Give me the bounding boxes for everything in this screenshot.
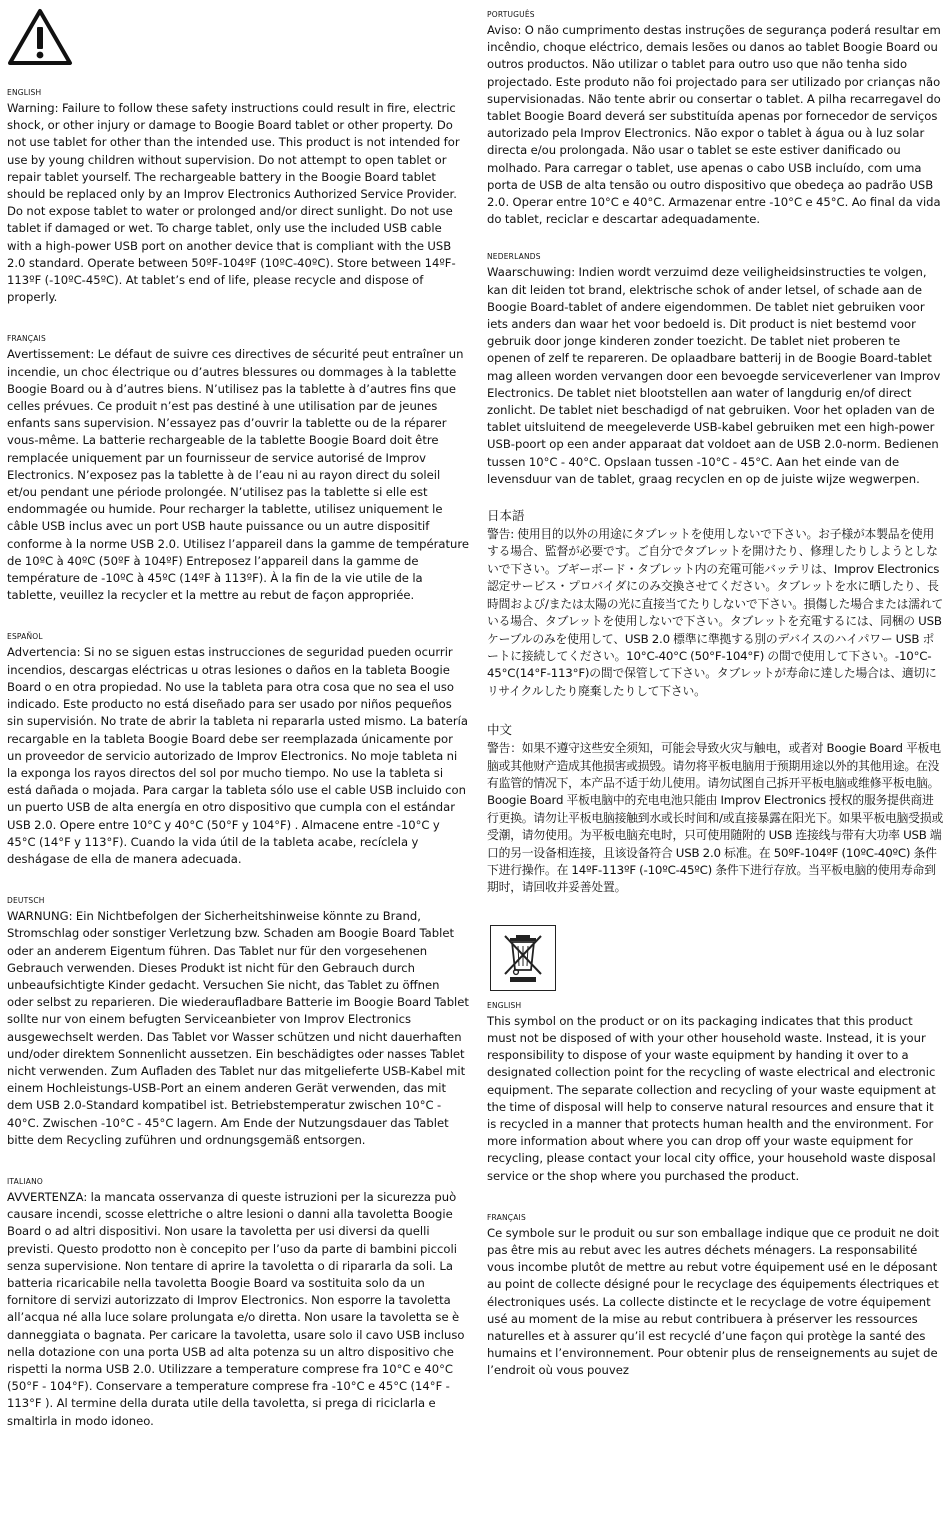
safety-italiano bbox=[7, 1177, 469, 1430]
safety-english bbox=[7, 88, 469, 306]
weee-symbol-box bbox=[490, 925, 556, 991]
safety-deutsch bbox=[7, 896, 469, 1149]
safety-nederlands bbox=[487, 252, 945, 488]
crossed-out-wheelie-bin-icon bbox=[501, 932, 545, 984]
disposal-text: This symbol on the product or on its packaging indicates that this product must not be disposed of with your other household waste. Instead, it is your responsibility to dispose of your waste equipment by handing it over to a designated collection point for the recycling of waste electrical and electronic equipment. The separate collection and recycling of your waste equipment at the time of disposal will help to conserve natural resources and ensure that it is recycled in a manner that protects human health and the environment. For more information about where you can drop off your waste equipment for recycling, please contact your local city office, your household waste disposal service or the shop where you purchased the product. bbox=[487, 1013, 936, 1183]
language-heading: FRANÇAIS bbox=[7, 334, 46, 344]
language-heading: ITALIANO bbox=[7, 1176, 43, 1186]
disposal-francais bbox=[487, 1213, 945, 1380]
left-column bbox=[7, 0, 469, 1430]
safety-francais bbox=[7, 334, 469, 604]
safety-japanese bbox=[487, 508, 945, 700]
safety-text: Waarschuwing: Indien wordt verzuimd deze veiligheidsinstructies te volgen, kan dit leiden tot brand, elektrische schok of ander letsel, of schade aan de Boogie Board-tablet of andere eigendommen. De tablet niet gebruiken voor iets anders dan waar het voor bedoeld is. Dit product is niet bestemd voor gebruik door jonge kinderen zonder toezicht. De tablet niet proberen te openen of zelf te repareren. De oplaadbare batterij in de Boogie Board-tablet mag alleen worden vervangen door een bevoegde serviceverlener van Improv Electronics. De tablet niet blootstellen aan water of langdurig en/of direct zonlicht. De tablet niet beschadigd of nat gebruiken. Voor het opladen van de tablet uitsluitend de meegeleverde USB-kabel gebruiken met een high-power USB-poort op een ander apparaat dat voldoet aan de USB 2.0-norm. Bedienen tussen 10°C - 40°C. Opslaan tussen -10°C - 45°C. Aan het einde van de levensduur van de tablet, graag recyclen en op de juiste wijze wegwerpen. bbox=[487, 265, 941, 486]
language-heading: ENGLISH bbox=[7, 88, 42, 97]
safety-espanol bbox=[7, 632, 469, 868]
warning-triangle-icon bbox=[7, 8, 73, 66]
disposal-english bbox=[487, 1001, 945, 1185]
safety-text: AVVERTENZA: la mancata osservanza di queste istruzioni per la sicurezza può causare incendi, scosse elettriche o altre lesioni o danni alla tavoletta Boogie Board o ad altri dispositivi. Non usare la tavoletta per usi diversi da quelli previsti. Questo prodotto non è concepito per l’uso da parte di bambini piccoli senza supervisione. Non tentare di aprire la tavoletta o di ripararla da soli. La batteria ricaricabile nella tavoletta Boogie Board va sostituita solo da un fornitore di servizi autorizzato di Improv Electronics. Non esporre la tavoletta all’acqua né alla luce solare prolungata e/o diretta. Non usare la tavoletta se è danneggiata o bagnata. Per caricare la tavoletta, usare solo il cavo USB incluso nella dotazione con una porta USB ad alta potenza su un altro dispositivo che rispetti la norma USB 2.0. Utilizzare a temperature comprese fra 10°C e 40°C (50°F - 104°F). Conservare a temperature comprese fra -10°C e 45°C (14°F - 113°F ). Al termine della durata utile della tavoletta, si prega di riciclarla e smaltirla in modo idoneo. bbox=[7, 1189, 465, 1428]
safety-text: Warning: Failure to follow these safety instructions could result in fire, electric shock, or other injury or damage to Boogie Board tablet or other property. Do not use tablet for other than the intended use. This product is not intended for use by young children without supervision. Do not attempt to open tablet or repair tablet yourself. The rechargeable battery in the Boogie Board tablet should be replaced only by an Improv Electronics Authorized Service Provider. Do not expose tablet to water or prolonged and/or direct sunlight. Do not use tablet if damaged or wet. To charge tablet, only use the included USB cable with a high-power USB port on another device that is compliant with the USB 2.0 standard. Operate between 50ºF-104ºF (10ºC-40ºC). Store between 14ºF-113ºF (-10ºC-45ºC). At tablet’s end of life, please recycle and dispose of properly. bbox=[7, 101, 460, 305]
safety-text: 警告: 使用目的以外の用途にタブレットを使用しないで下さい。お子様が本製品を使用する場合、監督が必要です。ご自分でタブレットを開けたり、修理したりしようとしないで下さい。ブギーボード・タブレット内の充電可能バッテリは、Improv Electronics 認定サービス・プロバイダにのみ交換させてください。タブレットを水に晒したり、長時間および/または太陽の光に直接当てたりしないで下さい。損傷した場合または濡れている場合、タブレットを使用しないで下さい。タブレットを充電するには、同梱の USB ケーブルのみを使用して、USB 2.0 標準に準拠する別のデバイスのハイパワー USB ポートに接続してください。10°C-40°C (50°F-104°F) の間で使用して下さい。-10°C-45°C(14°F-113°F)の間で保管して下さい。タブレットが寿命に達した場合は、適切にリサイクルしたり廃棄したりして下さい。 bbox=[487, 527, 944, 698]
language-heading: FRANÇAIS bbox=[487, 1212, 526, 1222]
safety-portugues bbox=[487, 10, 945, 228]
safety-text: 警告：如果不遵守这些安全须知，可能会导致火灾与触电，或者对 Boogie Board 平板电脑或其他财产造成其他损害或损毁。请勿将平板电脑用于预期用途以外的其他用途。在没有监管的情况下，本产品不适于幼儿使用。请勿试图自己拆开平板电脑或维修平板电脑。Boogie Board 平板电脑中的充电电池只能由 Improv Electronics 授权的服务提供商进行更换。请勿让平板电脑接触到水或长时间和/或直接暴露在阳光下。如果平板电脑受损或受潮，请勿使用。为平板电脑充电时，只可使用随附的 USB 连接线与带有大功率 USB 端口的另一设备相连接，且该设备符合 USB 2.0 标准。在 50ºF-104ºF (10ºC-40ºC) 条件下进行操作。在 14ºF-113ºF (-10ºC-45ºC) 条件下进行存放。当平板电脑的使用寿命到期时，请回收并妥善处置。 bbox=[487, 741, 944, 895]
language-heading: ESPAÑOL bbox=[7, 632, 43, 642]
language-heading: ENGLISH bbox=[487, 1000, 522, 1010]
language-heading: DEUTSCH bbox=[7, 896, 45, 906]
safety-text: Advertencia: Si no se siguen estas instrucciones de seguridad pueden ocurrir incendios, descargas eléctricas u otras lesiones o daños en la tableta Boogie Board o en otra propiedad. No use la tableta para otra cosa que no sea el uso indicado. Este producto no está diseñado para ser usado por niños pequeños sin supervisión. No trate de abrir la tableta ni repararla usted mismo. La batería recargable en la tableta Boogie Board debe ser reemplazada únicamente por un proveedor de servicio autorizado de Improv Electronics. No moje tableta ni la exponga los rayos directos del sol por mucho tiempo. No use la tableta si está dañada o mojada. Para cargar la tableta sólo use el cable USB incluido con un puerto USB de alta energía en otro dispositivo que cumpla con el estándar USB 2.0. Opere entre 10°C y 40°C (50°F y 104°F) . Almacene entre -10°C y 45°C (14°F y 113°F). Cuando la vida útil de la tableta acabe, recíclela y deshágase de ella de manera adecuada. bbox=[7, 645, 468, 866]
language-heading: PORTUGUÊS bbox=[487, 10, 535, 19]
language-heading: 日本語 bbox=[487, 508, 525, 524]
language-heading: 中文 bbox=[487, 722, 513, 738]
language-heading: NEDERLANDS bbox=[487, 252, 541, 262]
disposal-text: Ce symbole sur le produit ou sur son emballage indique que ce produit ne doit pas être mis au rebut avec les autres déchets ménagers. La responsabilité vous incombe plutôt de mettre au rebut votre équipement usé en le déposant au point de collecte désigné pour le recyclage des équipements électriques et électroniques usés. La collecte distincte et le recyclage de votre équipement usé au moment de la mise au rebut contribuera à préserver les ressources naturelles et à assurer qu’il est recyclé d’une façon qui protège la santé des humains et l’environnement. Pour obtenir plus de renseignements au sujet de l’endroit où vous pouvez bbox=[487, 1225, 940, 1378]
safety-text: Aviso: O não cumprimento destas instruções de segurança poderá resultar em incêndio, choque eléctrico, demais lesões ou danos ao tablet Boogie Board ou outros productos. Não utilizar o tablet para outro uso que não tenha sido projectado. Este produto não foi projectado para ser utilizado por crianças não supervisionadas. Não tente abrir ou consertar o tablet. A pilha recarregavel do tablet Boogie Board deverá ser substituída apenas por fornecedor de serviços autorizado pela Improv Electronics. Não expor o tablet à água ou à luz solar directa e/ou prolongada. Não usar o tablet se este estiver danificado ou molhado. Para carregar o tablet, use apenas o cabo USB incluído, com uma porta de USB de alta tensão ou outro dispositivo que obedeça ao padrão USB 2.0. Operar entre 10°C e 40°C. Armazenar entre -10°C e 45°C. Ao final da vida do tablet, reciclar e descartar adequadamente. bbox=[487, 23, 941, 227]
safety-text: WARNUNG: Ein Nichtbefolgen der Sicherheitshinweise könnte zu Brand, Stromschlag oder sonstiger Verletzung bzw. Schaden am Boogie Board Tablet oder an anderem Eigentum führen. Das Tablet nur für den vorgesehenen Gebrauch verwenden. Dieses Produkt ist nicht für den Gebrauch durch unbeaufsichtigte Kinder gedacht. Versuchen Sie nicht, das Tablet zu öffnen oder selbst zu reparieren. Die wiederaufladbare Batterie im Boogie Board Tablet sollte nur von einem befugten Serviceanbieter von Improv Electronics ausgewechselt werden. Das Tablet vor Wasser schützen und nicht dauerhaften und/oder direktem Sonnenlicht aussetzen. Ein beschädigtes oder nasses Tablet nicht verwenden. Zum Aufladen des Tablet nur das mitgelieferte USB-Kabel mit einem Hochleistungs-USB-Port an einem anderen Gerät verwenden, das mit dem USB 2.0-Standard kompatibel ist. Betriebstemperatur zwischen 10°C - 40°C. Zwischen -10°C - 45°C lagern. Am Ende der Nutzungsdauer das Tablet bitte dem Recycling zuführen und ordnungsgemäß entsorgen. bbox=[7, 909, 469, 1147]
safety-chinese bbox=[487, 722, 945, 897]
right-column bbox=[487, 0, 945, 1380]
safety-text: Avertissement: Le défaut de suivre ces directives de sécurité peut entraîner un incendie, un choc électrique ou d’autres blessures ou dommages à la tablette Boogie Board ou à d’autres biens. N’utilisez pas la tablette à d’autres fins que celles prévues. Ce produit n’est pas destiné à une utilisation par de jeunes enfants sans supervision. N’essayez pas d’ouvrir la tablette ou de la réparer vous-même. La batterie rechargeable de la tablette Boogie Board doit être remplacée uniquement par un fournisseur de service autorisé de Improv Electronics. N’exposez pas la tablette à de l’eau ni au rayon direct du soleil et/ou pendant une période prolongée. N’utilisez pas la tablette si elle est endommagée ou humide. Pour recharger la tablette, utilisez uniquement le câble USB inclus avec un port USB haute puissance ou un autre dispositif conforme à la norme USB 2.0. Utilisez l’appareil dans la gamme de température de 10ºC à 40ºC (50ºF à 104ºF) Entreposez l’appareil dans la gamme de température de -10ºC à 45ºC (14ºF à 113ºF). À la fin de la vie utile de la tablette, veuillez la recycler et la mettre au rebut de façon appropriée. bbox=[7, 347, 469, 603]
